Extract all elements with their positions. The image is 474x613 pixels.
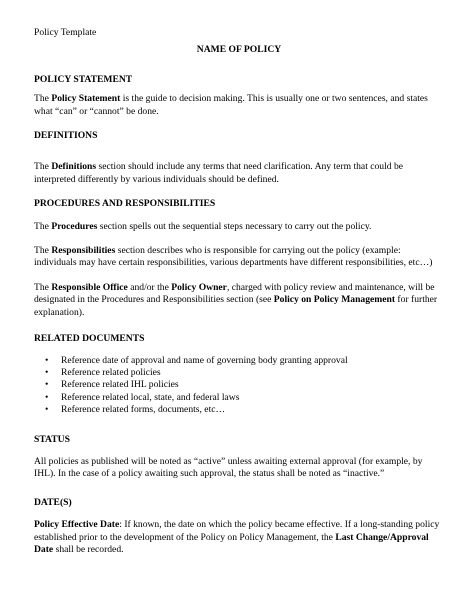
text-run: The	[34, 281, 52, 293]
policy-statement-paragraph	[34, 93, 444, 118]
bold-term: Definitions	[51, 161, 97, 173]
text-run: The	[34, 245, 52, 257]
status-heading: STATUS	[34, 433, 70, 445]
bullet-icon: •	[45, 379, 49, 391]
responsibilities-paragraph	[34, 245, 444, 270]
text-run: and/or the	[127, 281, 172, 293]
related-documents-heading: RELATED DOCUMENTS	[34, 333, 145, 345]
bullet-icon: •	[45, 391, 49, 403]
bold-term: Policy on Policy Management	[273, 294, 396, 306]
text-run: is the guide to decision making. This is usually one or two sentences, and states what “can” or “cannot” be done.	[34, 93, 428, 117]
status-paragraph: All policies as published will be noted as “active” unless awaiting external approval (for example, by IHL). In the case of a policy awaiting such approval, the status shall be noted as “inactive.”	[34, 455, 423, 480]
related-documents-list	[34, 355, 444, 417]
list-item	[45, 366, 444, 379]
text-run: : If known, the date on which the policy became effective. If a long-standing policy established prior to the development of the Policy on Policy Management, the	[34, 519, 440, 543]
text-run: The	[34, 220, 52, 232]
text-run: shall be recorded.	[53, 543, 124, 555]
text-run: section should include any terms that need clarification. Any term that could be interpreted differently by various individuals should be defined.	[34, 161, 404, 185]
text-run: The	[34, 161, 52, 173]
dates-paragraph	[34, 519, 444, 556]
policy-statement-heading: POLICY STATEMENT	[34, 73, 133, 85]
list-item	[45, 379, 444, 391]
list-item	[45, 354, 444, 367]
bold-term: Policy Effective Date	[34, 519, 120, 531]
bold-term: Policy Statement	[51, 93, 121, 105]
dates-heading: DATE(S)	[34, 496, 72, 508]
definitions-paragraph	[34, 161, 444, 186]
bullet-icon: •	[45, 354, 49, 366]
text-run: The	[34, 93, 52, 105]
responsible-office-paragraph	[34, 282, 444, 319]
document-page	[34, 27, 444, 568]
procedures-heading: PROCEDURES AND RESPONSIBILITIES	[34, 198, 216, 210]
text-run: section describes who is responsible for carrying out the policy (example: individuals may have certain responsibilities, various departments have different responsibilities, etc…)	[34, 245, 433, 269]
list-item-text: Reference related IHL policies	[61, 379, 179, 391]
definitions-heading: DEFINITIONS	[34, 130, 98, 142]
list-item-text: Reference related local, state, and federal laws	[61, 391, 240, 403]
bold-term: Responsible Office	[51, 281, 128, 293]
bold-term: Last Change/Approval Date	[34, 531, 429, 555]
bold-term: Responsibilities	[51, 245, 116, 257]
bold-term: Procedures	[51, 220, 98, 232]
list-item-text: Reference date of approval and name of governing body granting approval	[61, 354, 348, 366]
list-item	[45, 391, 444, 404]
document-label: Policy Template	[34, 27, 97, 38]
bullet-icon: •	[45, 366, 49, 378]
bold-term: Policy Owner	[171, 281, 227, 293]
text-run: for further explanation).	[34, 294, 438, 318]
list-item-text: Reference related policies	[61, 366, 161, 378]
document-title: NAME OF POLICY	[196, 44, 282, 56]
text-run: section spells out the sequential steps necessary to carry out the policy.	[97, 220, 372, 232]
procedures-paragraph	[34, 221, 444, 233]
list-item-text: Reference related forms, documents, etc…	[61, 404, 226, 416]
list-item	[45, 404, 444, 416]
text-run: , charged with policy review and maintenance, will be designated in the Procedures and Responsibilities section (see	[34, 281, 435, 306]
bullet-icon: •	[45, 404, 49, 416]
